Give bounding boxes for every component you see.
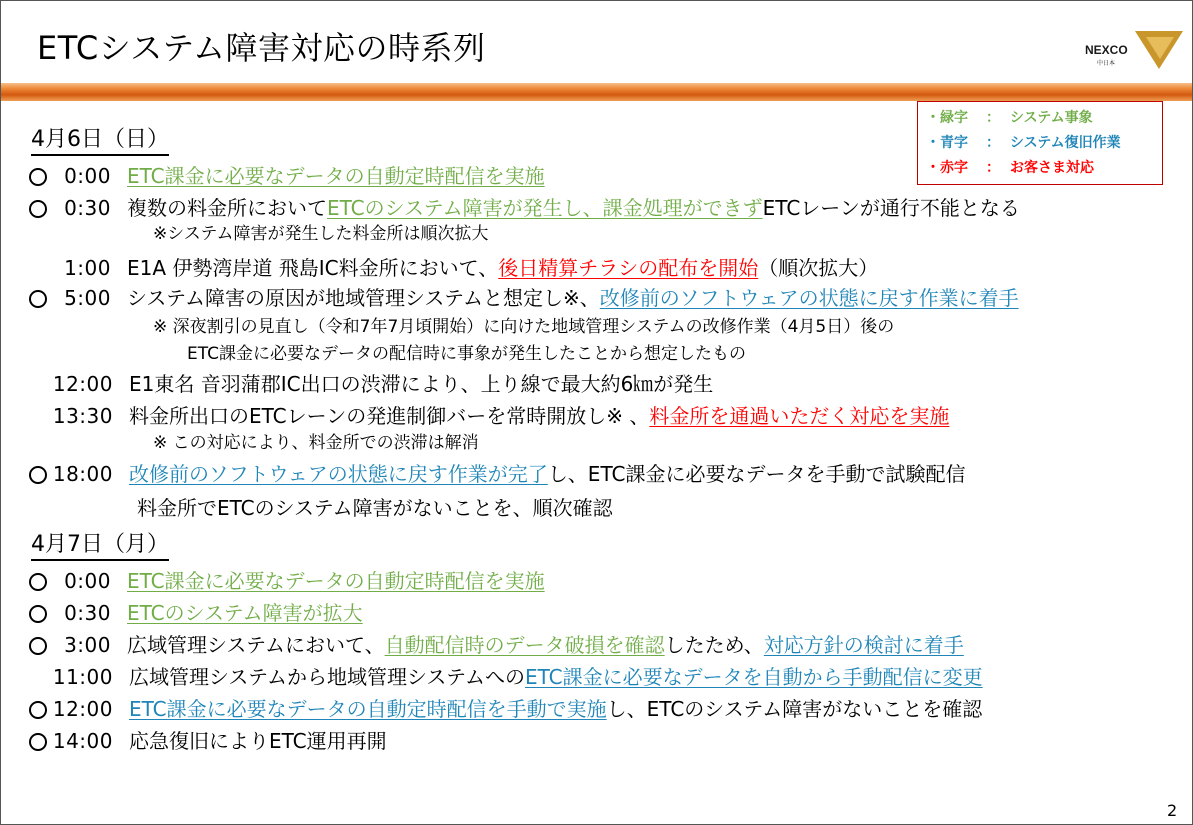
entry-segment-black: 広域管理システムにおいて、 — [127, 633, 385, 657]
footnote: ETC課金に必要なデータの配信時に事象が発生したことから想定したもの — [187, 344, 746, 364]
entry-time: 14:00 — [52, 729, 113, 753]
entry-time: 18:00 — [52, 462, 113, 486]
timeline-entry — [1, 193, 1191, 223]
entry-time: 12:00 — [52, 697, 113, 721]
entry-time: 13:30 — [52, 404, 113, 428]
entry-segment-blue: 改修前のソフトウェアの状態に戻す作業が完了 — [129, 462, 548, 486]
legend-meaning: システム事象 — [1010, 110, 1093, 126]
entry-text — [127, 283, 1019, 313]
entry-segment-green: ETCのシステム障害が拡大 — [127, 601, 363, 625]
entry-segment-green: 自動配信時のデータ破損を確認 — [384, 633, 665, 657]
timeline-entry — [1, 694, 1191, 724]
logo-subtext: 中日本 — [1097, 60, 1116, 67]
entry-segment-red: 後日精算チラシの配布を開始 — [498, 256, 759, 280]
continuation-text: 料金所でETCのシステム障害がないことを、順次確認 — [137, 496, 613, 520]
page-number: 2 — [1167, 801, 1178, 820]
entry-text — [129, 369, 713, 399]
legend-key: 赤字 — [940, 160, 968, 176]
footnote: ※ この対応により、料金所での渋滞は解消 — [153, 433, 479, 453]
entry-text — [127, 161, 545, 191]
entry-segment-black: システム障害の原因が地域管理システムと想定し※、 — [127, 286, 600, 310]
entry-text — [129, 459, 965, 489]
entry-text — [127, 598, 363, 628]
timeline-entry — [1, 459, 1191, 489]
page-title: ETCシステム障害対応の時系列 — [37, 29, 486, 67]
entry-text — [127, 566, 545, 596]
timeline-entry — [1, 726, 1191, 756]
legend-bullet: ・ — [926, 110, 940, 126]
entry-text — [129, 694, 982, 724]
date-underline — [31, 559, 169, 561]
logo-text: NEXCO — [1085, 43, 1128, 57]
entry-segment-blue: ETC課金に必要なデータの自動定時配信を手動で実施 — [129, 697, 607, 721]
entry-time: 11:00 — [52, 665, 113, 689]
entry-time: 3:00 — [64, 633, 111, 657]
entry-time: 12:00 — [52, 372, 113, 396]
timeline-entry — [1, 369, 1191, 399]
timeline-entry — [1, 253, 1191, 283]
date-text: 4月6日（日） — [31, 127, 169, 152]
timeline-entry — [1, 598, 1191, 628]
entry-segment-black: したため、 — [664, 633, 764, 657]
entry-time: 1:00 — [64, 256, 111, 280]
entry-text — [129, 726, 387, 756]
entry-time: 0:30 — [64, 196, 111, 220]
entry-segment-black: （順次拡大） — [758, 256, 879, 280]
legend-key: 青字 — [940, 135, 968, 151]
entry-segment-red: 料金所を通過いただく対応を実施 — [649, 404, 950, 428]
nexco-logo — [1083, 25, 1183, 71]
legend-colon: ： — [986, 160, 1000, 176]
entry-time: 0:30 — [64, 601, 111, 625]
entry-segment-black: 応急復旧によりETC運用再開 — [129, 729, 387, 753]
legend-item — [926, 106, 1162, 131]
legend-colon: ： — [986, 135, 1000, 151]
entry-segment-blue: 対応方針の検討に着手 — [763, 633, 964, 657]
entry-segment-black: し、ETCのシステム障害がないことを確認 — [606, 697, 983, 721]
footnote: ※ 深夜割引の見直し（令和7年7月頃開始）に向けた地域管理システムの改修作業（4月5日）後の — [153, 317, 895, 337]
entry-text — [129, 662, 983, 692]
entry-segment-green: ETC課金に必要なデータの自動定時配信を実施 — [127, 569, 545, 593]
entry-time: 0:00 — [64, 164, 111, 188]
legend-bullet: ・ — [926, 135, 940, 151]
entry-text — [129, 401, 949, 431]
entry-segment-green: ETC課金に必要なデータの自動定時配信を実施 — [127, 164, 545, 188]
timeline-entry — [1, 161, 1191, 191]
timeline-entry — [1, 630, 1191, 660]
entry-segment-black: 複数の料金所において — [127, 196, 327, 220]
date-text: 4月7日（月） — [31, 532, 169, 557]
entry-time: 5:00 — [64, 286, 111, 310]
entry-segment-blue: 改修前のソフトウェアの状態に戻す作業に着手 — [599, 286, 1019, 310]
entry-text — [127, 630, 964, 660]
date-heading — [31, 125, 169, 155]
timeline-entry — [1, 566, 1191, 596]
legend-meaning: システム復旧作業 — [1010, 135, 1121, 151]
timeline-entry — [1, 283, 1191, 313]
entry-text — [127, 193, 1020, 223]
date-underline — [31, 154, 169, 156]
entry-segment-black: E1A 伊勢湾岸道 飛島IC料金所において、 — [127, 256, 499, 280]
entry-segment-black: 料金所出口のETCレーンの発進制御バーを常時開放し※ 、 — [129, 404, 650, 428]
legend-colon: ： — [986, 110, 1000, 126]
timeline-entry — [1, 401, 1191, 431]
legend-item — [926, 131, 1162, 156]
entry-segment-black: E1東名 音羽蒲郡IC出口の渋滞により、上り線で最大約6㎞が発生 — [129, 372, 714, 396]
legend-key: 緑字 — [940, 110, 968, 126]
date-heading — [31, 530, 169, 560]
entry-segment-black: 広域管理システムから地域管理システムへの — [129, 665, 525, 689]
entry-segment-black: し、ETC課金に必要なデータを手動で試験配信 — [547, 462, 966, 486]
entry-segment-blue: ETC課金に必要なデータを自動から手動配信に変更 — [525, 665, 983, 689]
legend-bullet: ・ — [926, 160, 940, 176]
entry-segment-green: ETCのシステム障害が発生し、課金処理ができず — [327, 196, 763, 220]
title-divider-bar — [1, 83, 1193, 101]
legend-meaning: お客さま対応 — [1010, 160, 1094, 176]
footnote: ※システム障害が発生した料金所は順次拡大 — [153, 224, 489, 244]
entry-segment-black: ETCレーンが通行不能となる — [762, 196, 1020, 220]
entry-time: 0:00 — [64, 569, 111, 593]
timeline-entry — [1, 662, 1191, 692]
entry-text — [127, 253, 878, 283]
